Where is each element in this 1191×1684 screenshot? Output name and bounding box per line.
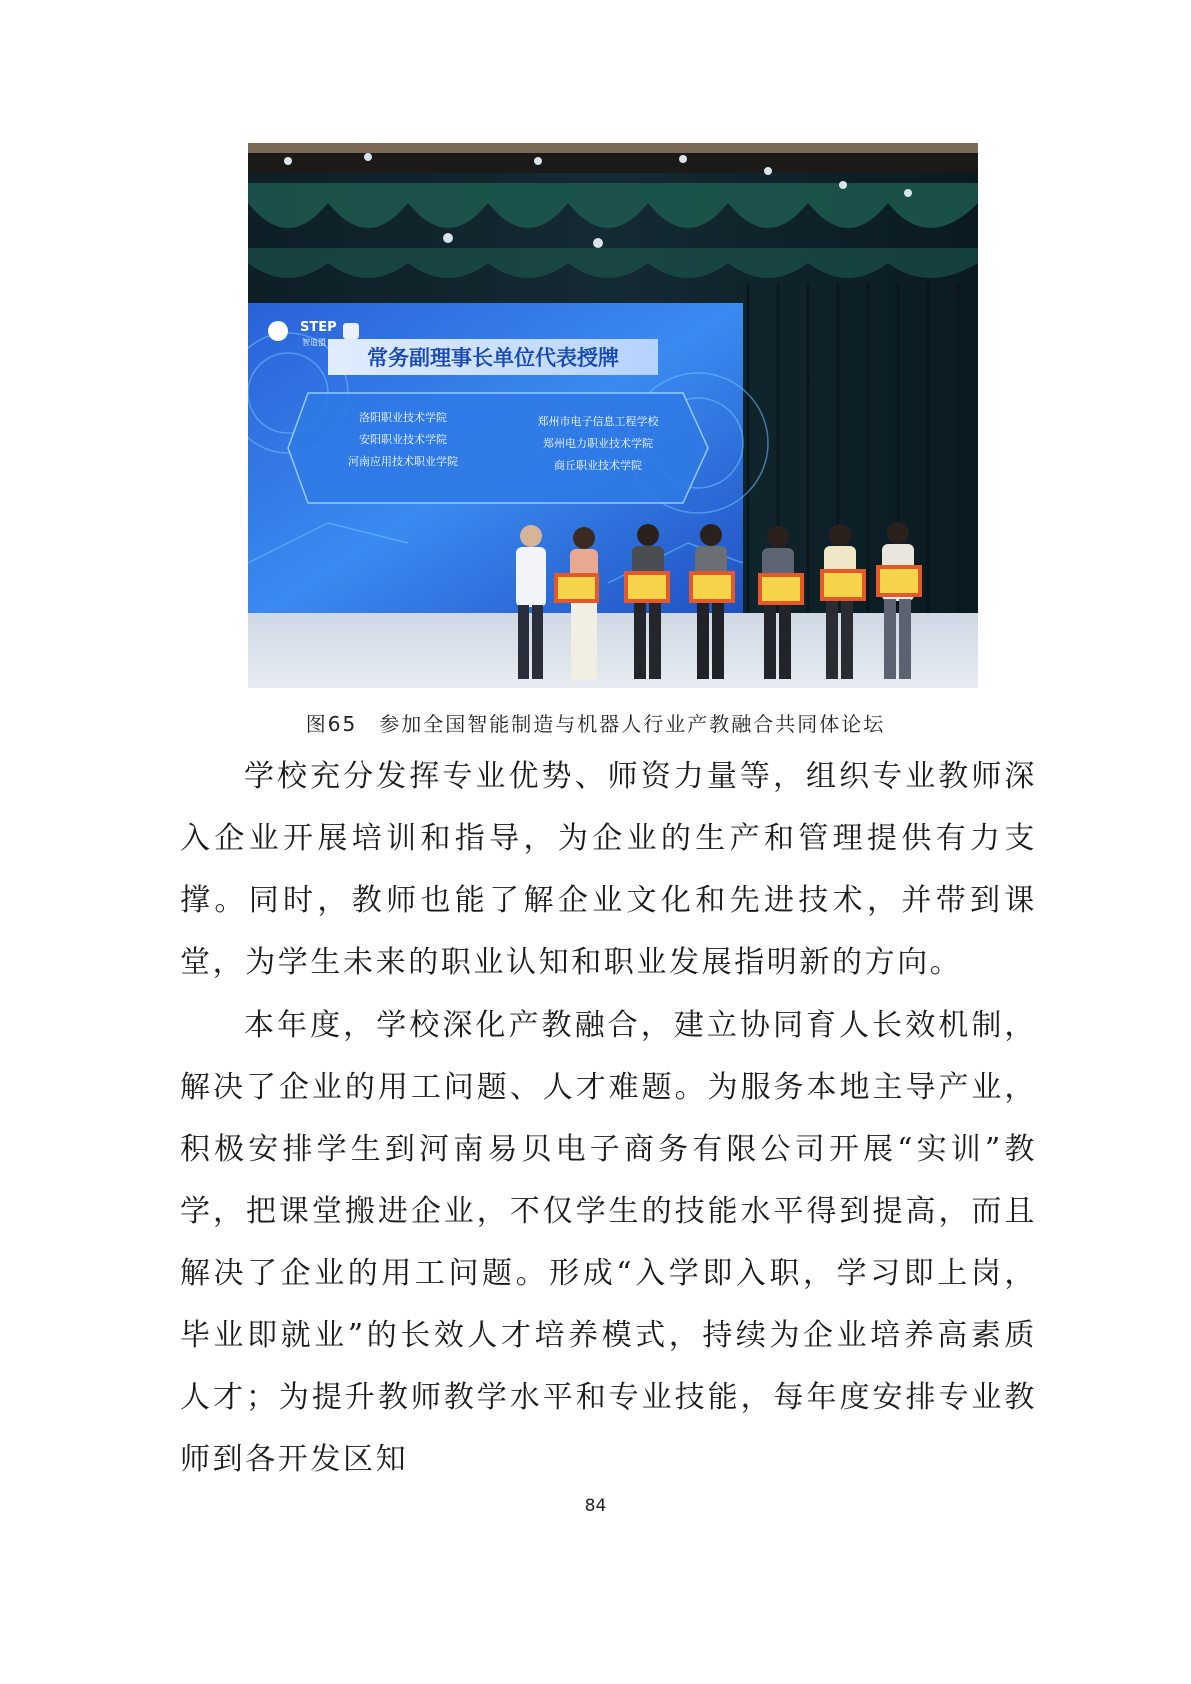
screen-title: 常务副理事长单位代表授牌 [367,346,619,370]
figure-photo [248,143,978,688]
screen-logo-subtext: 智造盟 [302,338,326,347]
figure-number: 图65 [305,712,358,736]
page-number: 84 [584,1496,607,1516]
screen-logo-text: STEP [300,320,337,335]
body-paragraph-2: 本年度，学校深化产教融合，建立协同育人长效机制，解决了企业的用工问题、人才难题。为服务本地主导产业，积极安排学生到河南易贝电子商务有限公司开展“实训”教学，把课堂搬进企业，不仅学生的技能水平得到提高，而且解决了企业的用工问题。形成“入学即入职，学习即上岗，毕业即就业”的长效人才培养模式，持续为企业培养高素质人才；为提升教师教学水平和专业技能，每年度安排专业教师到各开发区知 [180,1008,1037,1477]
body-paragraph-1: 学校充分发挥专业优势、师资力量等，组织专业教师深入企业开展培训和指导，为企业的生产和管理提供有力支撑。同时，教师也能了解企业文化和先进技术，并带到课堂，为学生未来的职业认知和职业发展指明新的方向。 [180,759,1037,980]
figure-caption [0,708,1191,737]
school-left-1: 洛阳职业技术学院 [359,411,447,424]
school-right-3: 商丘职业技术学院 [554,459,642,472]
school-left-3: 河南应用技术职业学院 [348,455,458,468]
school-right-2: 郑州电力职业技术学院 [543,437,653,450]
school-left-2: 安阳职业技术学院 [359,433,447,446]
school-right-1: 郑州市电子信息工程学校 [537,415,659,428]
figure-caption-text: 参加全国智能制造与机器人行业产教融合共同体论坛 [379,712,886,736]
